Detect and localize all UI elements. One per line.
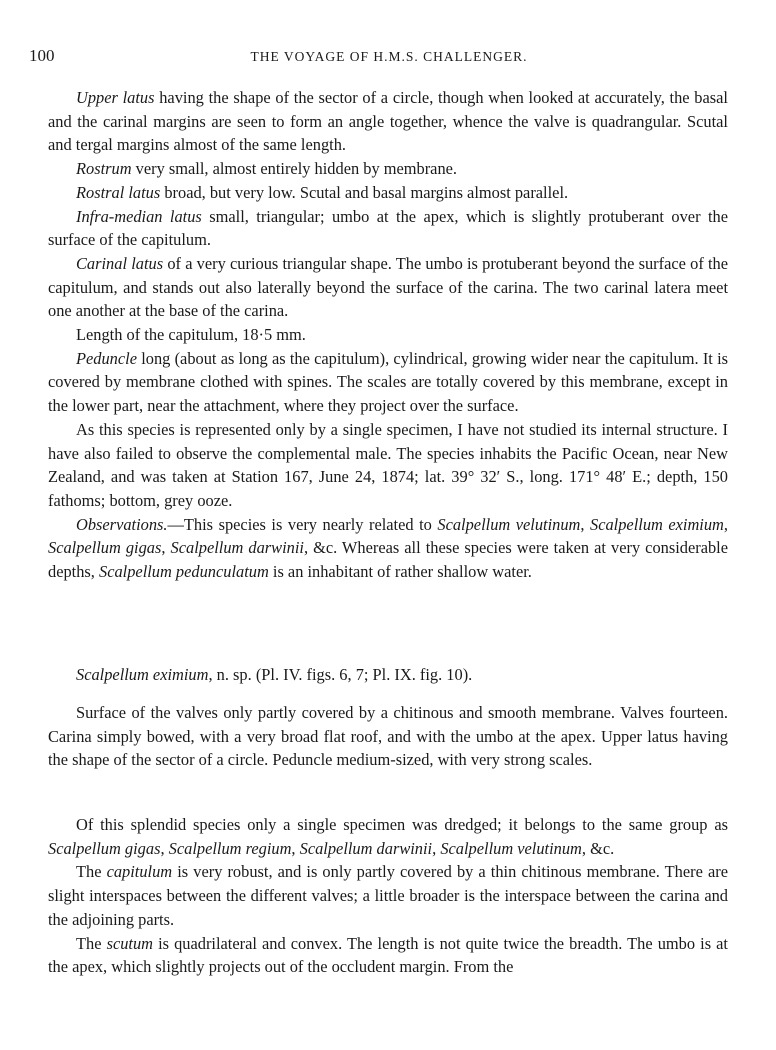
- paragraph-upper-latus: [48, 86, 728, 157]
- text-rostral-latus: broad, but very low. Scutal and basal margins almost parallel.: [160, 182, 569, 202]
- text-rostrum: very small, almost entirely hidden by membrane.: [131, 159, 458, 179]
- obs-sep: ,: [161, 538, 171, 558]
- species-heading: [48, 663, 728, 687]
- paragraph-capitulum: [48, 860, 728, 931]
- text-carinal-latus: of a very curious triangular shape. The umbo is protuberant beyond the surface of the capitulum, and stands out also laterally beyond the surface of the carina. The two carinal latera meet one another at the base of the carina.: [48, 253, 729, 321]
- species-name: Scalpellum velutinum: [437, 514, 581, 534]
- text-peduncle: long (about as long as the capitulum), cylindrical, growing wider near the capitulum. It is covered by membrane clothed with spines. The scales are totally covered by this membrane, except in the lower part, near the attachment, where they project over the surface.: [48, 348, 728, 416]
- term-peduncle: Peduncle: [76, 348, 137, 368]
- paragraph-infra-median-latus: [48, 205, 728, 252]
- capitulum-pre: The: [76, 862, 107, 882]
- paragraph-intro: [48, 813, 728, 860]
- term-scutum: scutum: [106, 933, 153, 953]
- species-name: Scalpellum darwinii: [170, 538, 304, 558]
- species-name: Scalpellum darwinii: [299, 838, 433, 858]
- species-name: Scalpellum regium: [168, 838, 292, 858]
- paragraph-observations: [48, 513, 728, 584]
- term-rostral-latus: Rostral latus: [76, 182, 161, 202]
- running-title: THE VOYAGE OF H.M.S. CHALLENGER.: [250, 49, 528, 64]
- intro-text: Of this splendid species only a single specimen was dredged; it belongs to the same group as: [76, 815, 728, 834]
- species-name: Scalpellum pedunculatum: [99, 562, 269, 582]
- paragraph-scutum: [48, 932, 728, 979]
- intro-text: , &c.: [581, 838, 615, 858]
- detail-section: [48, 813, 728, 979]
- intro-sep: ,: [160, 838, 169, 858]
- obs-sep: ,: [723, 514, 729, 534]
- species-name: Scalpellum velutinum: [440, 838, 582, 858]
- paragraph-specimen: As this species is represented only by a single specimen, I have not studied its internal structure. I have also failed to observe the complemental male. The species inhabits the Pacific Ocean, near New Zealand, and was taken at Station 167, June 24, 1874; lat. 39° 32′ S., long. 171° 48′ E.; depth, 150 fathoms; bottom, grey ooze.: [48, 419, 728, 510]
- species-heading-rest: , n. sp. (Pl. IV. figs. 6, 7; Pl. IX. fig. 10).: [208, 665, 473, 684]
- text-capitulum: is very robust, and is only partly covered by a thin chitinous membrane. There are slight interspaces between the different valves; a little broader is the interspace between the carina and the adjoining parts.: [48, 862, 728, 929]
- text-scutum: is quadrilateral and convex. The length is not quite twice the breadth. The umbo is at the apex, which slightly projects out of the occludent margin. From the: [48, 933, 728, 977]
- intro-sep: ,: [432, 838, 441, 858]
- paragraph-rostral-latus: [48, 181, 728, 205]
- species-heading-name: Scalpellum eximium: [76, 665, 209, 684]
- species-name: Scalpellum gigas: [48, 838, 161, 858]
- paragraph-rostrum: [48, 157, 728, 181]
- species-name: Scalpellum gigas: [48, 538, 162, 558]
- page-number: 100: [29, 46, 55, 65]
- obs-text: is an inhabitant of rather shallow water.: [268, 562, 532, 582]
- term-carinal-latus: Carinal latus: [76, 253, 164, 273]
- term-capitulum: capitulum: [106, 862, 173, 882]
- obs-text: —This species is very nearly related to: [167, 514, 438, 534]
- paragraph-diagnosis: Surface of the valves only partly covered by a chitinous and smooth membrane. Valves fourteen. Carina simply bowed, with a very broad flat roof, and with the umbo at the apex. Upper latus having the shape of the sector of a circle. Peduncle medium-sized, with very strong scales.: [48, 703, 728, 770]
- term-observations: Observations.: [76, 514, 168, 534]
- diagnosis-section: [48, 701, 728, 772]
- page-header: [29, 44, 749, 68]
- paragraph-peduncle: [48, 347, 728, 418]
- term-infra-median-latus: Infra-median latus: [76, 206, 202, 226]
- term-upper-latus: Upper latus: [76, 88, 155, 107]
- species-name: Scalpellum eximium: [590, 514, 724, 534]
- obs-sep: ,: [580, 514, 591, 534]
- scutum-pre: The: [76, 933, 107, 953]
- text-upper-latus: having the shape of the sector of a circle, though when looked at accurately, the basal and the carinal margins are seen to form an angle together, whence the valve is quadrangular. Scutal and tergal margins almost of the same length.: [48, 88, 728, 155]
- species-heading-line: [48, 663, 728, 687]
- text-infra-median-latus: small, triangular; umbo at the apex, which is slightly protuberant over the surface of the capitulum.: [48, 206, 728, 250]
- paragraph-length: Length of the capitulum, 18·5 mm.: [76, 325, 306, 345]
- paragraph-carinal-latus: [48, 252, 728, 323]
- term-rostrum: Rostrum: [76, 159, 132, 179]
- obs-text: , &c. Whereas all these species were taken at very considerable depths,: [48, 538, 728, 582]
- intro-sep: ,: [291, 838, 300, 858]
- description-section: [48, 86, 728, 584]
